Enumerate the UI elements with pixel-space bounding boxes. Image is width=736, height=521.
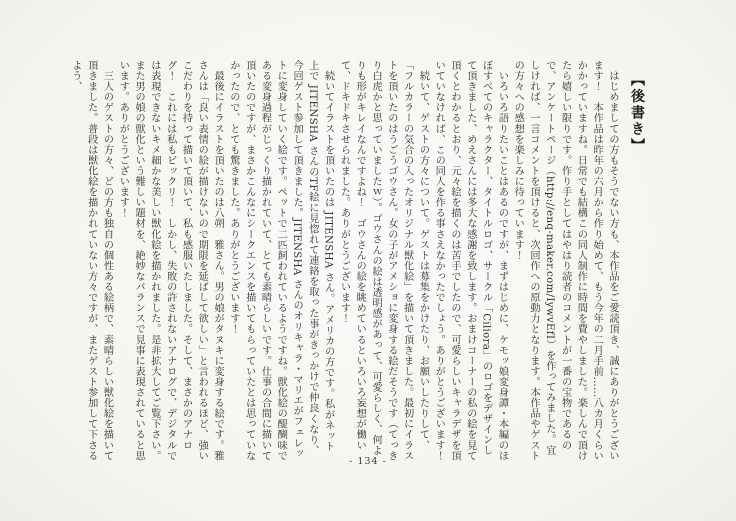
- afterword-paragraph: 続いて、ゲストの方々について。ゲストは募集をかけたり、お願いしたりして、「フルカラーの気合の入ったオリジナル獣化絵」を描いて頂きました。最初にイラストを頂いたのはうごうゴウさん。女の子がアメショに変身する絵だそうです（てっきり白虎かと思っていましたｗ）。ゴウさんの絵は透明感があって、可愛らしく、何よりも形がキレイなんですよね！ ゴウさんの絵を眺めているといろいろ妄想が働いて、ドキドキさせられました。ありがとうございます！: [338, 60, 429, 461]
- afterword-title: 【後書き】: [629, 72, 645, 155]
- afterword-paragraph: いろいろ語りたいことはあるのですが、まずはじめに、ケモッ娘変身譚・本編のほぼすべてのキャラクター、タイトルロゴ、サークル「Ciliora」のロゴをデザインして頂きました、めえさんには多大な感謝を致します。おまけコーナーの私の絵を見て頂くとわかるとおり、元々絵を描くのは苦手でしたので、可愛らしいキャラデザを頂いていなければ、この同人を作る事さえなかったでしょう。ありがとうございます！: [433, 60, 508, 461]
- afterword-text-block: [67, 60, 650, 462]
- afterword-paragraph: はじめましての方もそうでない方も、本作品をご愛読頂き、誠にありがとうございます！ 本作品は昨年の六月から作り始めて、もう今年の二月手前……八カ月くらいかかっていますね。日常でも結構この同人制作に時間を費やしました。楽しんで頂けたら嬉しい限りです。作り手としてはやはり読者のコメントが一番の宝物であるので、アンケートページ（http://enq-maker.com/IywvEfI）を作ってみました。宜しければ、一言コメントを頂けると、次回作への原動力となります。本作品やゲストの方々への感想を楽しみに待っています！: [512, 60, 618, 461]
- page-number: - 134 -: [349, 456, 387, 467]
- afterword-paragraph: 続いてイラストを頂いたのは JITENSHA さん。アメリカの方です。私がネット上で JITENSHA さんのTF絵に見惚れて連絡を取った事がきっかけで仲良くなり、今回ゲスト参加して頂きました。JITENSHA さんのオリキャラ・マリエがフェレットに変身していく絵です。ペットで二匹飼われているようですね。獣化絵の醍醐味である変身過程がじっくり描かれていて、とても素晴らしいです。仕事の合間に描いて頂いたのですが、まさかこんなにシークエンスを描いてもらっていたとは思っていなかったので、とても驚きました。ありがとうございます！: [227, 60, 334, 461]
- afterword-paragraph: 最後にイラストを頂いたのは八朔 雅さん。男の娘がタヌキに変身する絵です。雅さんは「良い表情の絵が描けないので期限を延ばして欲しい」と言われるほど、強いこだわりを持って描いて頂いて、私も感服いたしました。そして、まさかのアナログ！ これには私もビックリ！ しかし、失敗の許されないアナログで、デジタルでは表現できないキメ細かな美しい獣化絵を描かれました。是非拡大してご覧下さい。また男の娘の獣化という難しい題材を、絶妙なバランスで見事に表現されていると思います。ありがとうございます！: [117, 60, 224, 461]
- afterword-paragraph: 三人のゲストの方々、どの方も独自の個性ある絵柄で、素晴らしい獣化絵を描いて頂きました。普段は獣化絵を描かれていない方々ですが、またゲスト参加して下さるよう、: [69, 60, 113, 461]
